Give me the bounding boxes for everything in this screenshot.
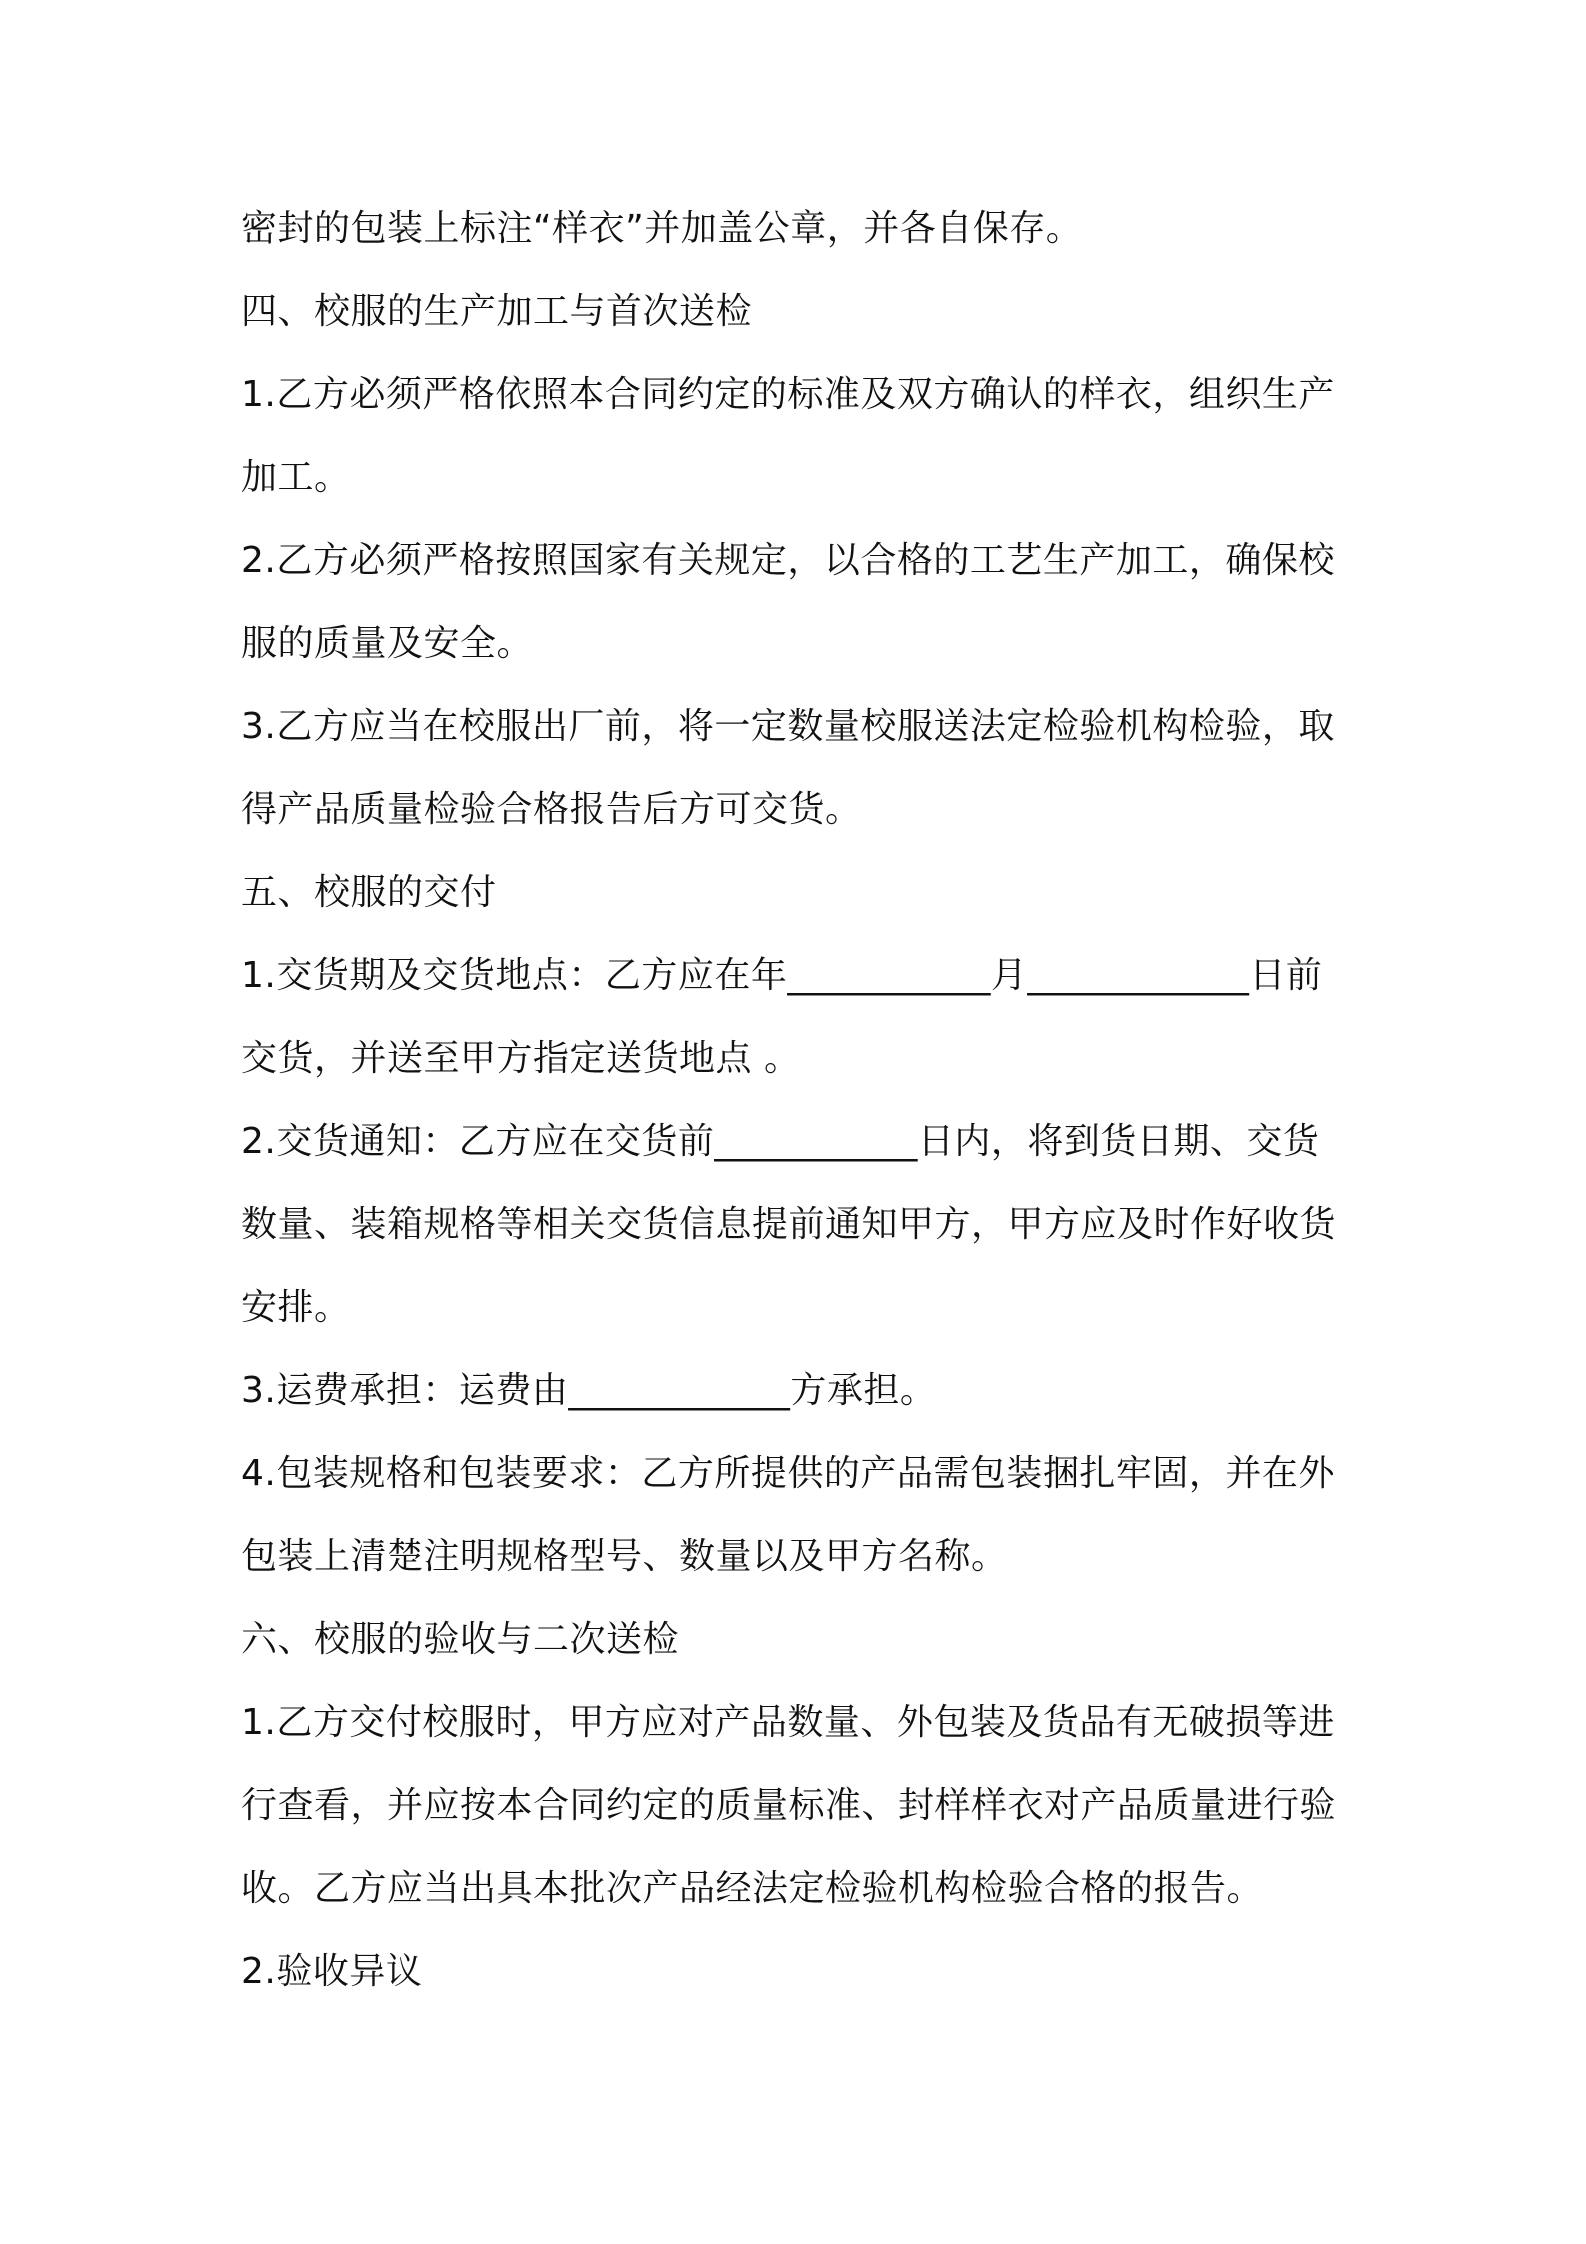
paragraph-line: 行查看，并应按本合同约定的质量标准、封样样衣对产品质量进行验 [241,1785,1337,1826]
paragraph-line: 2.乙方必须严格按照国家有关规定，以合格的工艺生产加工，确保校 [241,540,1335,581]
paragraph-line: 3.运费承担：运费由____________方承担。 [241,1370,937,1411]
paragraph-line: 安排。 [241,1287,351,1328]
section-heading: 六、校服的验收与二次送检 [241,1619,680,1660]
paragraph-line: 3.乙方应当在校服出厂前，将一定数量校服送法定检验机构检验，取 [241,706,1335,747]
paragraph-line: 2.交货通知：乙方应在交货前___________日内，将到货日期、交货 [241,1121,1320,1162]
paragraph-line: 收。乙方应当出具本批次产品经法定检验机构检验合格的报告。 [241,1868,1264,1909]
section-heading: 五、校服的交付 [241,872,497,913]
paragraph-line: 数量、装箱规格等相关交货信息提前通知甲方，甲方应及时作好收货 [241,1204,1337,1245]
paragraph-line: 2.验收异议 [241,1951,423,1992]
paragraph-line: 交货，并送至甲方指定送货地点 。 [241,1038,801,1079]
section-heading: 四、校服的生产加工与首次送检 [241,291,753,332]
paragraph-line: 1.乙方交付校服时，甲方应对产品数量、外包装及货品有无破损等进 [241,1702,1335,1743]
paragraph-line: 包装上清楚注明规格型号、数量以及甲方名称。 [241,1536,1008,1577]
paragraph-line: 服的质量及安全。 [241,623,534,664]
paragraph-line: 1.乙方必须严格依照本合同约定的标准及双方确认的样衣，组织生产 [241,374,1335,415]
paragraph-line: 加工。 [241,457,351,498]
paragraph-line: 4.包装规格和包装要求：乙方所提供的产品需包装捆扎牢固，并在外 [241,1453,1335,1494]
paragraph-line: 得产品质量检验合格报告后方可交货。 [241,789,862,830]
paragraph-line: 1.交货期及交货地点：乙方应在年___________月____________日前 [241,955,1323,996]
paragraph-line: 密封的包装上标注“样衣”并加盖公章，并各自保存。 [241,208,1083,249]
